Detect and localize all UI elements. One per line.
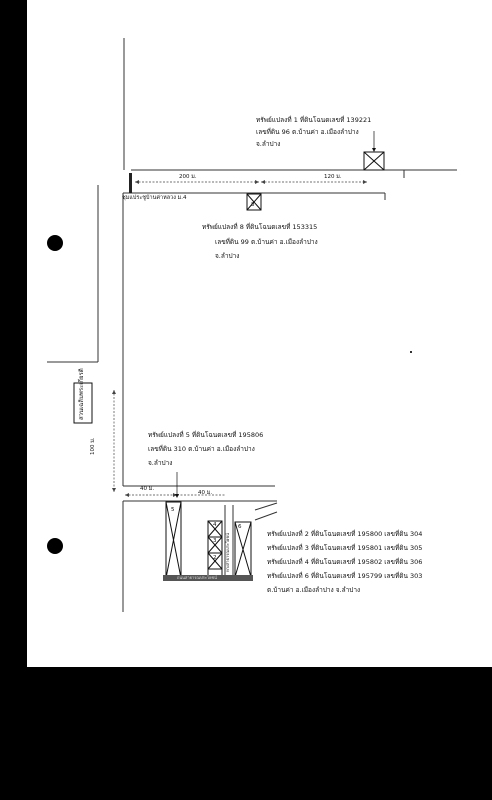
parcel-1-line1: ทรัพย์แปลงที่ 1 ที่ดินโฉนดเลขที่ 139221 <box>256 116 372 124</box>
parcel-8-line2: เลขที่ดิน 99 ต.บ้านค่า อ.เมืองลำปาง <box>215 238 318 246</box>
dim-40m-b-label: 40 ม. <box>198 490 213 496</box>
group-row-1: ทรัพย์แปลงที่ 2 ที่ดินโฉนดเลขที่ 195800 เลขที่ดิน 304 <box>267 530 423 538</box>
group-footer: ต.บ้านค่า อ.เมืองลำปาง จ.ลำปาง <box>267 586 361 594</box>
side-road-label: ทางสาธารณประโยชน์ <box>225 533 230 572</box>
dim-40m-a-label: 40 ม. <box>140 486 155 492</box>
location-map <box>27 0 492 667</box>
parcel-8-line1: ทรัพย์แปลงที่ 8 ที่ดินโฉนดเลขที่ 153315 <box>202 223 318 231</box>
park-label: สวนเฉลิมพระเกียรติ <box>78 368 85 420</box>
substation-marker <box>129 173 132 193</box>
parcel-1-box <box>364 152 384 170</box>
lot-number-2: 2 <box>213 555 217 561</box>
bottom-road-label: ถนนสาธารณประโยชน์ <box>177 575 217 580</box>
lot-number-4: 4 <box>213 522 217 528</box>
dim-120m-label: 120 ม. <box>324 174 342 180</box>
binder-hole-bottom <box>47 538 63 554</box>
parcel-5-line2: เลขที่ดิน 310 ต.บ้านค่า อ.เมืองลำปาง <box>148 445 255 453</box>
parcel-5-line3: จ.ลำปาง <box>148 459 173 467</box>
road-branch-upper <box>255 503 277 510</box>
road-branch-lower <box>255 512 277 520</box>
binder-hole-top <box>47 235 63 251</box>
dim-200m-label: 200 ม. <box>179 174 197 180</box>
parcel-8-line3: จ.ลำปาง <box>215 252 240 260</box>
lot-number-5: 5 <box>171 507 175 513</box>
speck <box>410 351 412 353</box>
dim-100m-label: 100 ม. <box>90 437 96 455</box>
parcel-1-line3: จ.ลำปาง <box>256 140 281 148</box>
lot-number-6: 6 <box>238 524 242 530</box>
group-row-2: ทรัพย์แปลงที่ 3 ที่ดินโฉนดเลขที่ 195801 เลขที่ดิน 305 <box>267 544 423 552</box>
map-sheet <box>27 0 492 667</box>
lot-number-8: 8 <box>251 202 255 208</box>
substation-label: ชุมแประชูบ้านค่าหลวง ม.4 <box>122 195 187 201</box>
group-row-3: ทรัพย์แปลงที่ 4 ที่ดินโฉนดเลขที่ 195802 เลขที่ดิน 306 <box>267 558 423 566</box>
group-row-4: ทรัพย์แปลงที่ 6 ที่ดินโฉนดเลขที่ 195799 เลขที่ดิน 303 <box>267 572 423 580</box>
parcel-5-line1: ทรัพย์แปลงที่ 5 ที่ดินโฉนดเลขที่ 195806 <box>148 431 264 439</box>
lot-number-3: 3 <box>213 538 217 544</box>
parcel-1-line2: เลขที่ดิน 96 ต.บ้านค่า อ.เมืองลำปาง <box>256 128 359 136</box>
